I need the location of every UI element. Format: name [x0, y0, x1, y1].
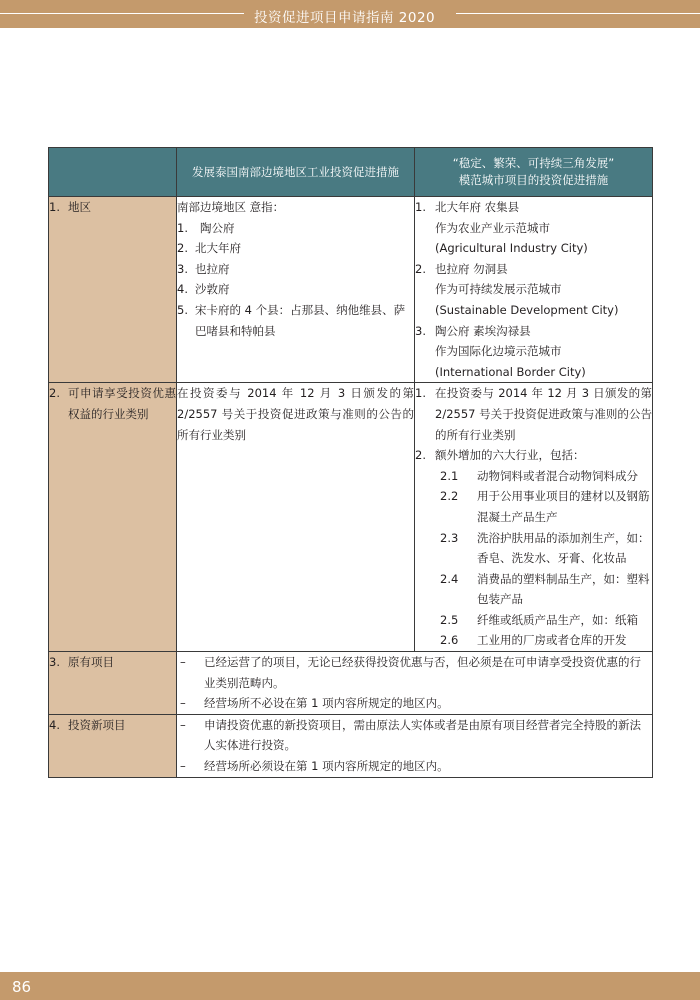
document-title: 投资促进项目申请指南 2020 [254, 10, 436, 26]
industries-southern-border [177, 383, 415, 652]
list-item: 2. 也拉府 勿洞县 作为可持续发展示范城市 (Sustainable Development City) [415, 261, 619, 317]
list-item: 2. 北大年府 [177, 241, 241, 256]
row-label-text: 可申请享受投资优惠权益的行业类别 [68, 386, 176, 421]
header-model-city-line2: 模范城市项目的投资促进措施 [458, 173, 609, 187]
list-item: 1. 陶公府 [177, 220, 235, 235]
row-number: 3. [49, 655, 60, 670]
header-rule-left [0, 13, 244, 14]
list-item: – 已经运营了的项目，无论已经获得投资优惠与否，但必须是在可申请享受投资优惠的行业类别范畴内。 [180, 655, 641, 690]
header-southern-border-text: 发展泰国南部边境地区工业投资促进措施 [192, 164, 399, 179]
row-label-eligible-industries [49, 383, 177, 652]
list-item: 4. 沙敦府 [177, 282, 230, 297]
sub-list-item: 2.2 用于公用事业项目的建材以及钢筋混凝土产品生产 [440, 489, 650, 524]
header-cell-blank [49, 148, 177, 197]
sub-list-item: 2.4 消费品的塑料制品生产，如：塑料包装产品 [440, 571, 650, 607]
list-item: 1. 北大年府 农集县 作为农业产业示范城市 (Agricultural Industry City) [415, 200, 588, 256]
row-label-text: 原有项目 [68, 655, 114, 670]
row-label-text: 投资新项目 [68, 717, 126, 732]
area-southern-border [177, 197, 415, 383]
table-header-row [49, 148, 653, 197]
header-model-city-line1: “稳定、繁荣、可持续三角发展” [452, 156, 615, 170]
page-number: 86 [12, 978, 32, 996]
sub-list-item: 2.3 洗浴护肤用品的添加剂生产，如：香皂、洗发水、牙膏、化妆品 [440, 530, 650, 566]
sub-list-item: 2.6 工业用的厂房或者仓库的开发 [440, 633, 627, 648]
sub-list-item: 2.5 纤维或纸质产品生产，如：纸箱 [440, 612, 638, 627]
table-row-existing-projects [49, 652, 653, 715]
row-label-new-investment [49, 714, 177, 777]
list-item: 5. 宋卡府的 4 个县：占那县、纳他维县、萨巴啫县和特帕县 [177, 302, 406, 338]
header-rule-right [456, 13, 700, 14]
row-label-existing-projects [49, 652, 177, 715]
list-item: 2. 额外增加的六大行业，包括： [415, 448, 585, 463]
footer-bar [0, 972, 700, 1000]
table-row-area [49, 197, 653, 383]
list-item: – 经营场所必须设在第 1 项内容所规定的地区内。 [180, 759, 449, 774]
industries-model-cities [415, 383, 653, 652]
header-cell-southern-border [177, 148, 415, 197]
list-item: – 经营场所不必设在第 1 项内容所规定的地区内。 [180, 696, 449, 711]
row-label-text: 地区 [68, 200, 91, 214]
row-label-area [49, 197, 177, 383]
industries-southern-border-text: 在投资委与 2014 年 12 月 3 日颁发的第 2/2557 号关于投资促进政策与准则的公告的所有行业类别 [177, 386, 414, 442]
list-item: – 申请投资优惠的新投资项目，需由原法人实体或者是由原有项目经营者完全持股的新法人实体进行投资。 [180, 717, 641, 753]
row-number: 4. [49, 717, 60, 732]
area-model-cities [415, 197, 653, 383]
southern-border-intro: 南部边境地区 意指： [177, 200, 285, 214]
sub-list-item: 2.1 动物饲料或者混合动物饲料成分 [440, 468, 638, 483]
new-investment-content [177, 714, 653, 777]
list-item: 3. 也拉府 [177, 261, 230, 276]
row-number: 1. [49, 200, 60, 214]
list-item: 3. 陶公府 素埃沟禄县 作为国际化边境示范城市 (International Border City) [415, 323, 586, 379]
list-item: 1. 在投资委与 2014 年 12 月 3 日颁发的第 2/2557 号关于投资促进政策与准则的公告的所有行业类别 [415, 386, 652, 442]
incentive-comparison-table [48, 147, 653, 778]
existing-projects-content [177, 652, 653, 715]
header-cell-model-city [415, 148, 653, 197]
table-row-new-investment [49, 714, 653, 777]
header-bar [0, 0, 700, 28]
table-row-eligible-industries [49, 383, 653, 652]
row-number: 2. [49, 386, 60, 401]
